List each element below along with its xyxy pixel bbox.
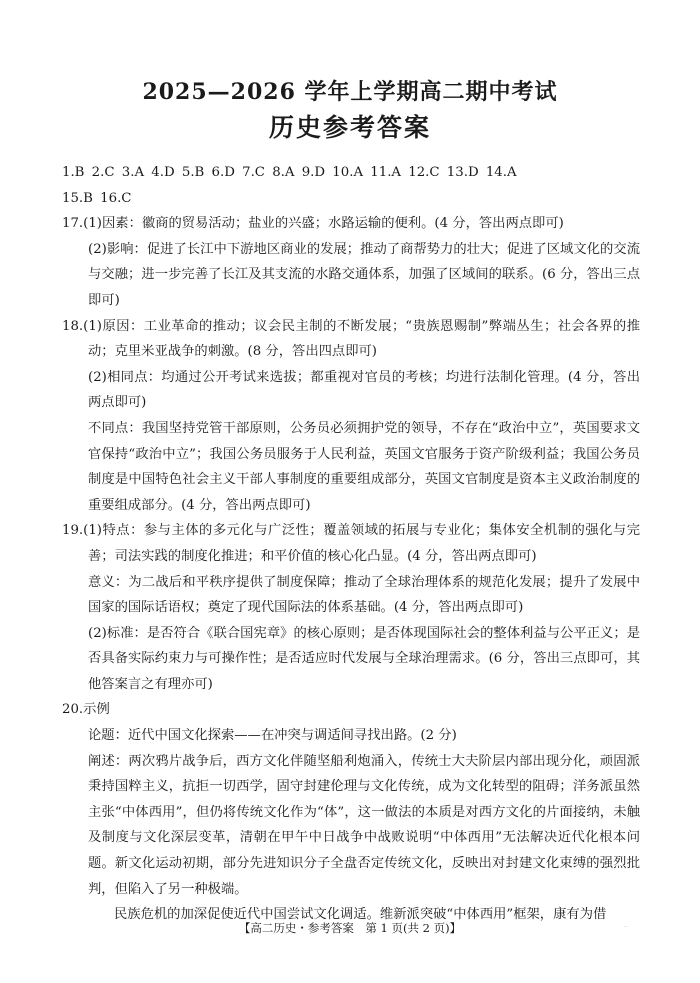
- page-footer: 【高二历史・参考答案 第 1 页(共 2 页)】: [238, 921, 462, 935]
- page-subtitle: 历史参考答案: [268, 113, 431, 142]
- choice-answers-line-1: 1.B 2.C 3.A 4.D 5.B 6.D 7.C 8.A 9.D 10.A 11.A 12.C 13.D 14.A: [62, 165, 517, 180]
- q20-continuation: 民族危机的加深促使近代中国尝试文化调适。维新派突破“中体西用”框架，康有为借: [114, 907, 607, 923]
- q19-part2: (2)标准：是否符合《联合国宪章》的核心原则；是否体现国际社会的整体利益与公平正义；是否具备实际约束力与可操作性；是否适应时代发展与全球治理需求。(6 分，答出三点即可，其他答案言之有理亦可): [88, 625, 640, 692]
- q20-elaboration: 阐述：两次鸦片战争后，西方文化伴随坚船利炮涌入，传统士大夫阶层内部出现分化，顽固派秉持国粹主义，抗拒一切西学，固守封建伦理与文化传统，成为文化转型的阻碍；洋务派虽然主张“中体西用”，但仍将传统文化作为“体”，这一做法的本质是对西方文化的片面接纳，未触及制度与文化深层变革，清朝在甲午中日战争中战败说明“中体西用”无法解决近代化根本问题。新文化运动初期，部分先进知识分子全盘否定传统文化，反映出对封建文化束缚的强烈批判，但陷入了另一种极端。: [88, 753, 640, 897]
- q18-part2: (2)相同点：均通过公开考试来选拔；都重视对官员的考核；均进行法制化管理。(4 分，答出两点即可): [88, 369, 640, 411]
- q17-part2: (2)影响：促进了长江中下游地区商业的发展；推动了商帮势力的壮大；促进了区域文化的交流与交融；进一步完善了长江及其支流的水路交通体系，加强了区域间的联系。(6 分，答出三点即可): [88, 241, 640, 308]
- choice-answers-line-2: 15.B 16.C: [62, 190, 132, 206]
- q19-significance: 意义：为二战后和平秩序提供了制度保障；推动了全球治理体系的规范化发展；提升了发展中国家的国际话语权；奠定了现代国际法的体系基础。(4 分，答出两点即可): [88, 574, 640, 616]
- q17-part1: 17.(1)因素：徽商的贸易活动；盐业的兴盛；水路运输的便利。(4 分，答出两点即可): [62, 216, 564, 232]
- exam-title: 2025—2026 学年上学期高二期中考试: [142, 79, 558, 105]
- q18-part1: 18.(1)原因：工业革命的推动；议会民主制的不断发展；“贵族恩赐制”弊端丛生；社会各界的推动；克里米亚战争的刺激。(8 分，答出四点即可): [62, 318, 640, 360]
- scan-mark: ..: [624, 922, 628, 929]
- q18-differences: 不同点：我国坚持党管干部原则，公务员必须拥护党的领导，不存在“政治中立”，英国要求文官保持“政治中立”；我国公务员服务于人民利益，英国文官服务于资产阶级利益；我国公务员制度是中国特色社会主义干部人事制度的重要组成部分，英国文官制度是资本主义政治制度的重要组成部分。(4 分，答出两点即可): [88, 420, 640, 513]
- answer-content: [62, 160, 640, 928]
- q20-thesis: 论题：近代中国文化探索——在冲突与调适间寻找出路。(2 分): [88, 728, 457, 744]
- q20-heading: 20.示例: [62, 702, 110, 718]
- q19-part1: 19.(1)特点：参与主体的多元化与广泛性；覆盖领域的拓展与专业化；集体安全机制的强化与完善；司法实践的制度化推进；和平价值的核心化凸显。(4 分，答出两点即可): [62, 523, 640, 564]
